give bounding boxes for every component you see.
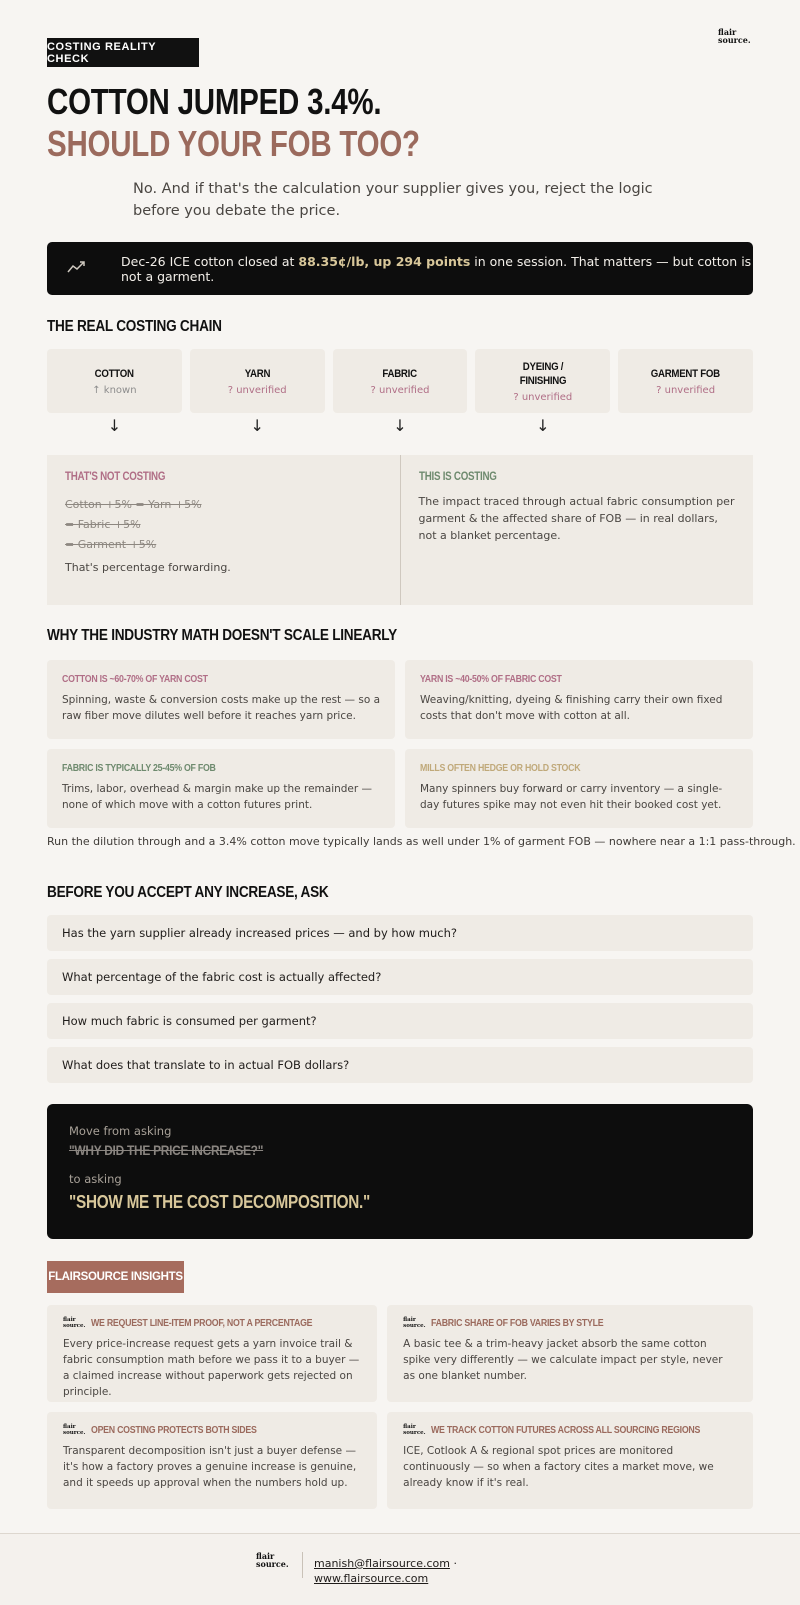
- chain-node-status: ? unverified: [227, 384, 287, 396]
- chain-node-status: ? unverified: [513, 391, 573, 403]
- chain-node-yarn: [190, 349, 325, 413]
- industry-card: [405, 660, 753, 739]
- intro-text: No. And if that's the calculation your supplier gives you, reject the logic before you debate the price.: [133, 181, 653, 219]
- footer-separator: ·: [449, 1557, 457, 1570]
- question-item: How much fabric is consumed per garment?: [47, 1003, 753, 1039]
- question-item: Has the yarn supplier already increased prices — and by how much?: [47, 915, 753, 951]
- question-item: What percentage of the fabric cost is actually affected?: [47, 959, 753, 995]
- question-item: What does that translate to in actual FOB dollars?: [47, 1047, 753, 1083]
- logo-line-1: flair: [403, 1424, 416, 1430]
- banner-highlight: 88.35¢/lb, up 294 points: [298, 253, 471, 269]
- chain-arrows: [47, 416, 753, 435]
- trend-line-icon: [67, 261, 85, 276]
- logo-line-2: source.: [63, 1322, 86, 1329]
- footer-divider: [302, 1552, 303, 1578]
- card-title: OPEN COSTING PROTECTS BOTH SIDES: [91, 1425, 257, 1436]
- logo-line-2: source.: [256, 1559, 289, 1569]
- industry-card: [47, 660, 395, 739]
- costing-chain: [47, 349, 753, 413]
- questions-section-title: BEFORE YOU ACCEPT ANY INCREASE, ASK: [47, 884, 329, 901]
- insight-cards: [47, 1305, 753, 1509]
- industry-section-title: WHY THE INDUSTRY MATH DOESN'T SCALE LINEARLY: [47, 627, 397, 644]
- card-body: Weaving/knitting, dyeing & finishing carry their own fixed costs that don't move with cotton at all.: [420, 694, 723, 722]
- industry-cards: [47, 660, 753, 828]
- insights-label: FLAIRSOURCE INSIGHTS: [47, 1261, 184, 1293]
- card-title: WE TRACK COTTON FUTURES ACROSS ALL SOURCING REGIONS: [431, 1425, 701, 1436]
- card-body: Every price-increase request gets a yarn invoice trail & fabric consumption math before we pass it to a buyer — a claimed increase without paperwork gets rejected on principle.: [63, 1338, 360, 1398]
- logo-line-2: source.: [63, 1429, 86, 1436]
- chain-node-name: DYEING / FINISHING: [519, 360, 567, 387]
- footer: [0, 1533, 800, 1605]
- not-costing-panel: [47, 455, 400, 605]
- down-arrow-icon: ↓: [393, 416, 407, 435]
- logo-line-2: source.: [403, 1322, 426, 1329]
- quote-new: "SHOW ME THE COST DECOMPOSITION.": [69, 1192, 371, 1212]
- logo-line-1: flair: [718, 27, 737, 37]
- insight-card: [387, 1305, 753, 1402]
- is-costing-panel: [400, 455, 754, 605]
- email-link[interactable]: manish@flairsource.com: [314, 1557, 450, 1570]
- chain-node-cotton: [47, 349, 182, 413]
- chain-node-status: ? unverified: [370, 384, 430, 396]
- logo-line-2: source.: [718, 35, 751, 45]
- not-costing-label: THAT'S NOT COSTING: [65, 471, 166, 483]
- logo-line-1: flair: [403, 1317, 416, 1323]
- insight-card: [387, 1412, 753, 1509]
- quote-old: "WHY DID THE PRICE INCREASE?": [69, 1142, 264, 1158]
- footer-contacts: [314, 1556, 457, 1586]
- brand-logo: [718, 28, 752, 44]
- card-body: Spinning, waste & conversion costs make up the rest — so a raw fiber move dilutes well before it reaches yarn price.: [62, 694, 381, 722]
- industry-card: [405, 749, 753, 828]
- card-body: Trims, labor, overhead & margin make up the remainder — none of which move with a cotton futures print.: [62, 783, 373, 811]
- banner-text-post: in one session. That matters — but cotton is not a garment.: [121, 253, 752, 284]
- website-link[interactable]: www.flairsource.com: [314, 1572, 429, 1585]
- quote-to-label: to asking: [69, 1172, 122, 1186]
- logo-line-1: flair: [63, 1424, 76, 1430]
- dilution-summary: Run the dilution through and a 3.4% cotton move typically lands as well under 1% of garment FOB — nowhere near a 1:1 pass-through.: [47, 835, 796, 848]
- is-costing-text: The impact traced through actual fabric consumption per garment & the affected share of FOB — in real dollars, not a blanket percentage.: [418, 495, 735, 542]
- is-costing-label: THIS IS COSTING: [418, 471, 497, 483]
- strike-line: = Garment +5%: [65, 538, 157, 551]
- chain-node-garment-fob: [618, 349, 753, 413]
- card-title: YARN IS ~40-50% OF FABRIC COST: [420, 674, 562, 685]
- strike-line: = Fabric +5%: [65, 518, 141, 531]
- forwarding-note: That's percentage forwarding.: [65, 561, 231, 574]
- mini-logo: [403, 1425, 425, 1436]
- insight-card: [47, 1412, 377, 1509]
- costing-comparison: [47, 455, 753, 605]
- card-title: FABRIC SHARE OF FOB VARIES BY STYLE: [431, 1318, 604, 1329]
- chain-node-name: YARN: [244, 367, 270, 380]
- logo-line-1: flair: [63, 1317, 76, 1323]
- reframe-quote: [47, 1104, 753, 1239]
- market-banner: [47, 242, 753, 295]
- chain-node-status: ? unverified: [656, 384, 716, 396]
- card-title: WE REQUEST LINE-ITEM PROOF, NOT A PERCENTAGE: [91, 1318, 313, 1329]
- industry-card: [47, 749, 395, 828]
- chain-node-status: ↑ known: [92, 384, 137, 396]
- chain-node-fabric: [333, 349, 468, 413]
- insight-card: [47, 1305, 377, 1402]
- question-list: [47, 915, 753, 1091]
- page-title-line-2: SHOULD YOUR FOB TOO?: [47, 123, 420, 164]
- chain-node-name: FABRIC: [382, 367, 418, 380]
- logo-line-1: flair: [256, 1551, 275, 1561]
- category-badge: COSTING REALITY CHECK: [47, 38, 199, 67]
- card-title: FABRIC IS TYPICALLY 25-45% OF FOB: [62, 763, 216, 774]
- logo-line-2: source.: [403, 1429, 426, 1436]
- down-arrow-icon: ↓: [107, 416, 122, 435]
- down-arrow-icon: ↓: [250, 416, 264, 435]
- chain-node-dyeing-finishing: [475, 349, 610, 413]
- banner-text: [121, 254, 753, 284]
- mini-logo: [63, 1425, 85, 1436]
- page-title-line-1: COTTON JUMPED 3.4%.: [47, 81, 382, 122]
- chain-node-name: COTTON: [94, 367, 134, 380]
- quote-from-label: Move from asking: [69, 1124, 172, 1138]
- footer-logo: [256, 1552, 290, 1568]
- strike-line: Cotton +5% = Yarn +5%: [65, 498, 202, 511]
- banner-text-pre: Dec-26 ICE cotton closed at: [121, 253, 299, 269]
- card-body: ICE, Cotlook A & regional spot prices are monitored continuously — so when a factory cites a market move, we already know if it's real.: [403, 1445, 714, 1489]
- card-body: Many spinners buy forward or carry inventory — a single-day futures spike may not even hit their booked cost yet.: [420, 783, 723, 811]
- card-body: Transparent decomposition isn't just a buyer defense — it's how a factory proves a genuine increase is genuine, and it speeds up approval when the numbers hold up.: [63, 1445, 357, 1489]
- down-arrow-icon: ↓: [536, 416, 550, 435]
- card-title: COTTON IS ~60-70% OF YARN COST: [62, 674, 208, 685]
- chain-section-title: THE REAL COSTING CHAIN: [47, 318, 222, 335]
- mini-logo: [63, 1318, 85, 1329]
- card-body: A basic tee & a trim-heavy jacket absorb the same cotton spike very differently — we calculate impact per style, never as one blanket number.: [403, 1338, 723, 1382]
- mini-logo: [403, 1318, 425, 1329]
- chain-node-name: GARMENT FOB: [650, 367, 721, 380]
- card-title: MILLS OFTEN HEDGE OR HOLD STOCK: [420, 763, 581, 774]
